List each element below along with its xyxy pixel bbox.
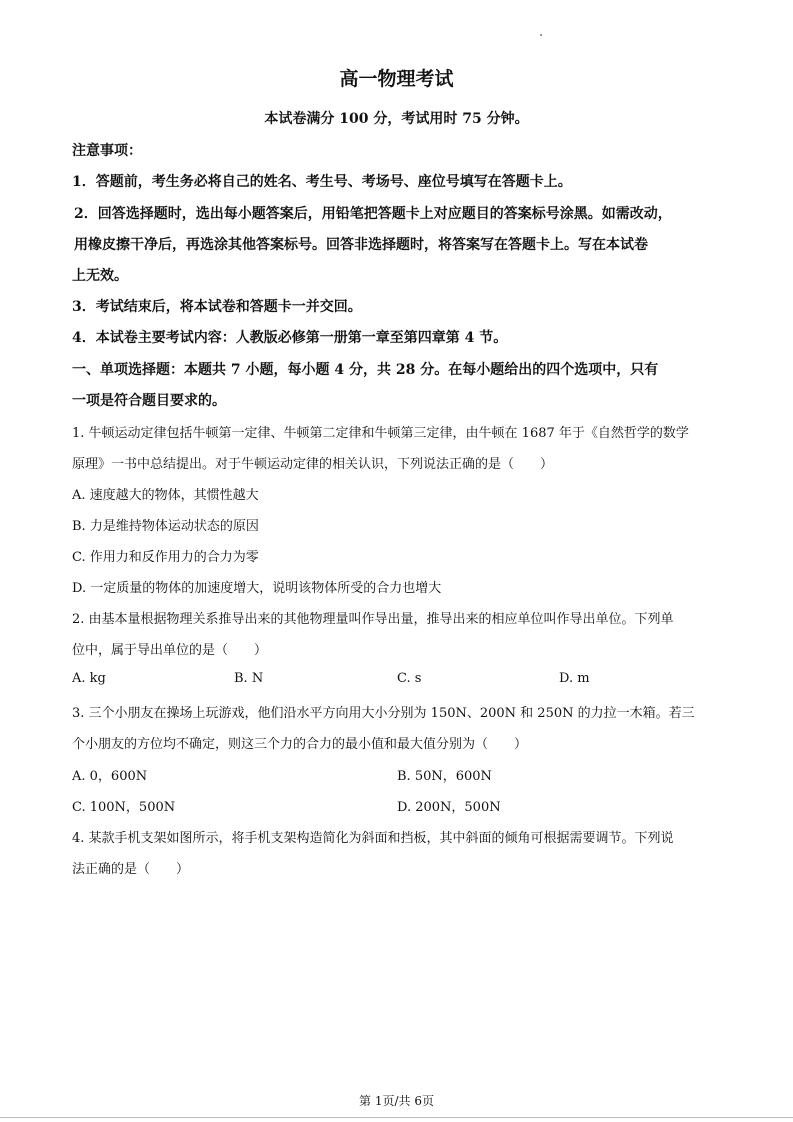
notice-line: 上无效。 — [72, 268, 128, 284]
option-c: C. 作用力和反作用力的合力为零 — [72, 550, 259, 565]
option-d: D. 一定质量的物体的加速度增大，说明该物体所受的合力也增大 — [72, 581, 442, 596]
option-a: A. kg — [72, 671, 106, 686]
question-stem: 位中，属于导出单位的是（ ） — [72, 643, 268, 658]
option-b: B. 力是维持物体运动状态的原因 — [72, 519, 259, 534]
section-heading: 一、单项选择题：本题共 7 小题，每小题 4 分，共 28 分。在每小题给出的四个选项中，只有 — [72, 362, 659, 378]
speck-mark — [540, 34, 542, 36]
notice-line: 1．答题前，考生务必将自己的姓名、考生号、考场号、座位号填写在答题卡上。 — [72, 174, 572, 190]
question-stem: 2. 由基本量根据物理关系推导出来的其他物理量叫作导出量，推导出来的相应单位叫作导出单位。下列单 — [72, 612, 674, 627]
section-heading: 一项是符合题目要求的。 — [72, 393, 226, 409]
exam-title: 高一物理考试 — [339, 68, 454, 90]
question-stem: 原理》一书中总结提出。对于牛顿运动定律的相关认识，下列说法正确的是（ ） — [72, 457, 554, 472]
bottom-divider — [0, 1117, 793, 1118]
notice-line: 4．本试卷主要考试内容：人教版必修第一册第一章至第四章第 4 节。 — [72, 330, 508, 346]
notice-line: 用橡皮擦干净后，再选涂其他答案标号。回答非选择题时，将答案写在答题卡上。写在本试卷 — [74, 237, 648, 253]
notice-line: 2．回答选择题时，选出每小题答案后，用铅笔把答题卡上对应题目的答案标号涂黑。如需改动， — [74, 206, 672, 222]
question-stem: 法正确的是（ ） — [72, 862, 190, 877]
question-stem: 4. 某款手机支架如图所示，将手机支架构造简化为斜面和挡板，其中斜面的倾角可根据需要调节。下列说 — [72, 831, 674, 846]
option-a: A. 0，600N — [72, 769, 148, 784]
option-c: C. 100N，500N — [72, 800, 176, 815]
question-stem: 1. 牛顿运动定律包括牛顿第一定律、牛顿第二定律和牛顿第三定律，由牛顿在 1687 年于《自然哲学的数学 — [72, 426, 689, 441]
option-d: D. 200N，500N — [397, 800, 501, 815]
notice-line: 3．考试结束后，将本试卷和答题卡一并交回。 — [72, 299, 362, 315]
option-d: D. m — [559, 671, 590, 686]
option-a: A. 速度越大的物体，其惯性越大 — [72, 488, 259, 503]
notice-heading: 注意事项： — [72, 143, 142, 159]
question-stem: 个小朋友的方位均不确定，则这三个力的合力的最小值和最大值分别为（ ） — [72, 737, 528, 752]
question-stem: 3. 三个小朋友在操场上玩游戏，他们沿水平方向用大小分别为 150N、200N 和 250N 的力拉一木箱。若三 — [72, 706, 695, 721]
exam-subtitle: 本试卷满分 100 分，考试用时 75 分钟。 — [264, 111, 529, 127]
option-b: B. N — [234, 671, 264, 686]
option-c: C. s — [397, 671, 422, 686]
option-b: B. 50N，600N — [397, 769, 492, 784]
page-footer: 第 1页/共 6页 — [359, 1094, 434, 1108]
